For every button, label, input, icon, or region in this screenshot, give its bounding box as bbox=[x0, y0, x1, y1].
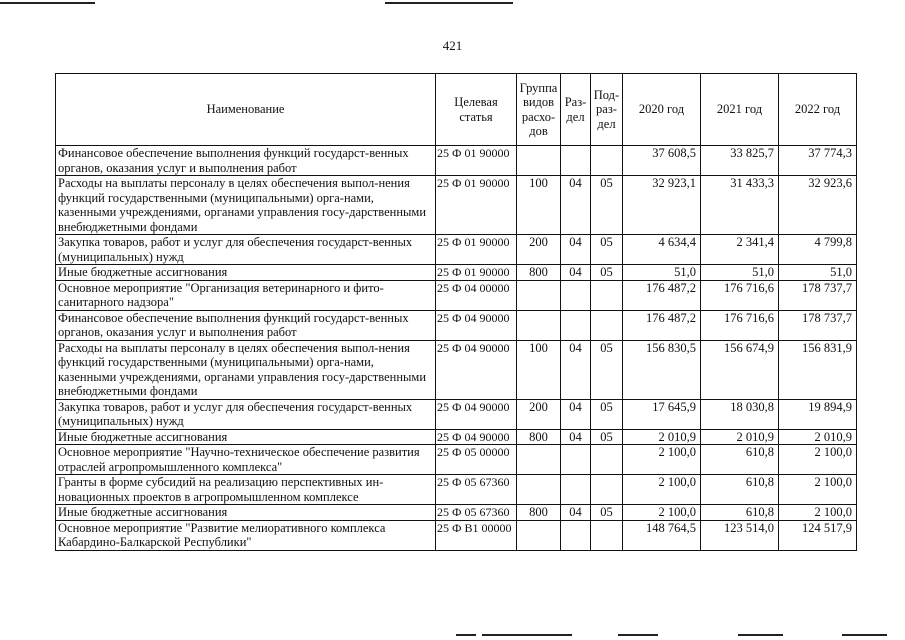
header-row bbox=[56, 74, 857, 146]
row-2020: 2 100,0 bbox=[623, 505, 701, 521]
row-target: 25 Ф 01 90000 bbox=[436, 146, 517, 176]
header-section: Раз- дел bbox=[561, 74, 591, 146]
table-row bbox=[56, 176, 857, 235]
row-2022: 51,0 bbox=[779, 265, 857, 281]
row-2020: 2 010,9 bbox=[623, 429, 701, 445]
row-target: 25 Ф 04 90000 bbox=[436, 310, 517, 340]
header-2020: 2020 год bbox=[623, 74, 701, 146]
row-name: Расходы на выплаты персоналу в целях обеспечения выпол-нения функций государственными (муниципальными) орга-нами, казенными учреждениями, органами управления госу-дарственными внебюджетными фондами bbox=[56, 176, 436, 235]
row-group bbox=[517, 280, 561, 310]
row-name: Гранты в форме субсидий на реализацию перспективных ин-новационных проектов в агропромышленном комплексе bbox=[56, 475, 436, 505]
row-name: Основное мероприятие "Научно-техническое обеспечение развития отраслей агропромышленного комплекса" bbox=[56, 445, 436, 475]
table-row bbox=[56, 429, 857, 445]
row-target: 25 Ф 01 90000 bbox=[436, 176, 517, 235]
row-2022: 178 737,7 bbox=[779, 280, 857, 310]
row-section: 04 bbox=[561, 265, 591, 281]
row-group bbox=[517, 445, 561, 475]
table-row bbox=[56, 399, 857, 429]
row-section bbox=[561, 280, 591, 310]
row-target: 25 Ф 04 90000 bbox=[436, 429, 517, 445]
row-2022: 2 100,0 bbox=[779, 445, 857, 475]
header-2022: 2022 год bbox=[779, 74, 857, 146]
scan-edge-line bbox=[0, 2, 95, 4]
row-group bbox=[517, 146, 561, 176]
row-name: Закупка товаров, работ и услуг для обеспечения государст-венных (муниципальных) нужд bbox=[56, 399, 436, 429]
row-group: 800 bbox=[517, 429, 561, 445]
row-2021: 2 010,9 bbox=[701, 429, 779, 445]
row-2020: 2 100,0 bbox=[623, 445, 701, 475]
row-group bbox=[517, 520, 561, 550]
row-section bbox=[561, 310, 591, 340]
row-2021: 123 514,0 bbox=[701, 520, 779, 550]
row-name: Иные бюджетные ассигнования bbox=[56, 265, 436, 281]
row-target: 25 Ф В1 00000 bbox=[436, 520, 517, 550]
row-target: 25 Ф 05 00000 bbox=[436, 445, 517, 475]
row-2021: 156 674,9 bbox=[701, 340, 779, 399]
row-section bbox=[561, 475, 591, 505]
table-row bbox=[56, 505, 857, 521]
row-name: Основное мероприятие "Организация ветеринарного и фито-санитарного надзора" bbox=[56, 280, 436, 310]
row-section bbox=[561, 445, 591, 475]
scan-edge-line bbox=[482, 634, 572, 636]
row-subsection: 05 bbox=[591, 505, 623, 521]
row-2020: 37 608,5 bbox=[623, 146, 701, 176]
row-2022: 19 894,9 bbox=[779, 399, 857, 429]
row-2021: 176 716,6 bbox=[701, 310, 779, 340]
row-group: 100 bbox=[517, 340, 561, 399]
row-section: 04 bbox=[561, 340, 591, 399]
table-row bbox=[56, 310, 857, 340]
row-subsection bbox=[591, 445, 623, 475]
row-2022: 37 774,3 bbox=[779, 146, 857, 176]
header-2021: 2021 год bbox=[701, 74, 779, 146]
row-section bbox=[561, 146, 591, 176]
row-target: 25 Ф 04 90000 bbox=[436, 340, 517, 399]
row-section: 04 bbox=[561, 235, 591, 265]
row-2020: 2 100,0 bbox=[623, 475, 701, 505]
row-2020: 51,0 bbox=[623, 265, 701, 281]
row-group bbox=[517, 475, 561, 505]
row-subsection: 05 bbox=[591, 265, 623, 281]
row-name: Основное мероприятие "Развитие мелиоративного комплекса Кабардино-Балкарской Республики" bbox=[56, 520, 436, 550]
row-subsection bbox=[591, 310, 623, 340]
row-2020: 176 487,2 bbox=[623, 280, 701, 310]
row-2021: 33 825,7 bbox=[701, 146, 779, 176]
row-section: 04 bbox=[561, 399, 591, 429]
row-target: 25 Ф 04 90000 bbox=[436, 399, 517, 429]
row-group bbox=[517, 310, 561, 340]
row-2021: 51,0 bbox=[701, 265, 779, 281]
row-target: 25 Ф 01 90000 bbox=[436, 265, 517, 281]
row-name: Иные бюджетные ассигнования bbox=[56, 505, 436, 521]
row-name: Расходы на выплаты персоналу в целях обеспечения выпол-нения функций государственными (муниципальными) орга-нами, казенными учреждениями, органами управления госу-дарственными внебюджетными фондами bbox=[56, 340, 436, 399]
scan-edge-line bbox=[456, 634, 476, 636]
row-subsection bbox=[591, 475, 623, 505]
row-subsection: 05 bbox=[591, 235, 623, 265]
row-target: 25 Ф 01 90000 bbox=[436, 235, 517, 265]
table-row bbox=[56, 445, 857, 475]
row-section: 04 bbox=[561, 429, 591, 445]
row-2022: 178 737,7 bbox=[779, 310, 857, 340]
row-name: Закупка товаров, работ и услуг для обеспечения государст-венных (муниципальных) нужд bbox=[56, 235, 436, 265]
row-group: 800 bbox=[517, 505, 561, 521]
row-2020: 32 923,1 bbox=[623, 176, 701, 235]
table-row bbox=[56, 235, 857, 265]
row-2022: 2 100,0 bbox=[779, 475, 857, 505]
row-subsection bbox=[591, 520, 623, 550]
table-row bbox=[56, 146, 857, 176]
row-2021: 2 341,4 bbox=[701, 235, 779, 265]
row-section: 04 bbox=[561, 505, 591, 521]
scan-edge-line bbox=[385, 2, 513, 4]
page-number: 421 bbox=[442, 38, 463, 53]
scan-edge-line bbox=[842, 634, 887, 636]
table-row bbox=[56, 280, 857, 310]
row-subsection bbox=[591, 280, 623, 310]
table-row bbox=[56, 340, 857, 399]
row-target: 25 Ф 05 67360 bbox=[436, 505, 517, 521]
row-2021: 610,8 bbox=[701, 505, 779, 521]
table-row bbox=[56, 475, 857, 505]
row-2022: 32 923,6 bbox=[779, 176, 857, 235]
row-2020: 176 487,2 bbox=[623, 310, 701, 340]
row-group: 800 bbox=[517, 265, 561, 281]
row-subsection bbox=[591, 146, 623, 176]
row-2022: 2 100,0 bbox=[779, 505, 857, 521]
table-row bbox=[56, 265, 857, 281]
budget-table bbox=[55, 73, 857, 551]
row-2021: 18 030,8 bbox=[701, 399, 779, 429]
row-2021: 176 716,6 bbox=[701, 280, 779, 310]
header-group: Группа видов расхо- дов bbox=[517, 74, 561, 146]
row-2020: 17 645,9 bbox=[623, 399, 701, 429]
row-section: 04 bbox=[561, 176, 591, 235]
header-subsection: Под- раз- дел bbox=[591, 74, 623, 146]
table-row bbox=[56, 520, 857, 550]
row-2020: 148 764,5 bbox=[623, 520, 701, 550]
row-name: Иные бюджетные ассигнования bbox=[56, 429, 436, 445]
row-name: Финансовое обеспечение выполнения функций государст-венных органов, оказания услуг и выполнения работ bbox=[56, 310, 436, 340]
row-target: 25 Ф 05 67360 bbox=[436, 475, 517, 505]
row-group: 100 bbox=[517, 176, 561, 235]
row-subsection: 05 bbox=[591, 399, 623, 429]
row-2020: 156 830,5 bbox=[623, 340, 701, 399]
row-2021: 610,8 bbox=[701, 445, 779, 475]
scan-edge-line bbox=[738, 634, 783, 636]
scan-edge-line bbox=[618, 634, 658, 636]
row-section bbox=[561, 520, 591, 550]
row-2022: 156 831,9 bbox=[779, 340, 857, 399]
row-2022: 4 799,8 bbox=[779, 235, 857, 265]
row-subsection: 05 bbox=[591, 176, 623, 235]
row-group: 200 bbox=[517, 235, 561, 265]
header-name: Наименование bbox=[56, 74, 436, 146]
row-2022: 124 517,9 bbox=[779, 520, 857, 550]
row-subsection: 05 bbox=[591, 340, 623, 399]
row-subsection: 05 bbox=[591, 429, 623, 445]
header-target: Целевая статья bbox=[436, 74, 517, 146]
row-group: 200 bbox=[517, 399, 561, 429]
row-name: Финансовое обеспечение выполнения функций государст-венных органов, оказания услуг и выполнения работ bbox=[56, 146, 436, 176]
row-2020: 4 634,4 bbox=[623, 235, 701, 265]
row-2021: 610,8 bbox=[701, 475, 779, 505]
row-2021: 31 433,3 bbox=[701, 176, 779, 235]
row-target: 25 Ф 04 00000 bbox=[436, 280, 517, 310]
row-2022: 2 010,9 bbox=[779, 429, 857, 445]
